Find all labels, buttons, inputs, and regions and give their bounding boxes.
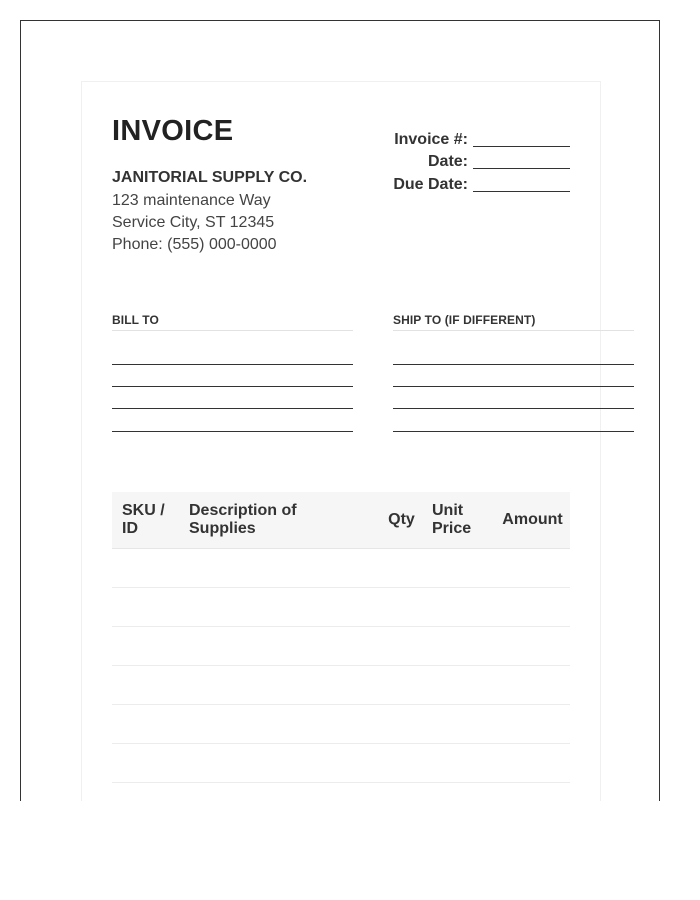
bill-to-section bbox=[112, 313, 353, 331]
description-header-line2: Supplies bbox=[189, 520, 256, 537]
invoice-number-label: Invoice #: bbox=[394, 131, 468, 148]
date-row bbox=[428, 151, 570, 171]
unit-price-cell[interactable] bbox=[432, 627, 495, 666]
description-header-line1: Description of bbox=[189, 502, 297, 519]
date-label: Date: bbox=[427, 153, 468, 170]
qty-column-header: Qty bbox=[377, 492, 432, 549]
due-date-row bbox=[393, 174, 570, 194]
sku-header-line2: ID bbox=[122, 520, 138, 537]
unit-price-cell[interactable] bbox=[432, 744, 495, 783]
table-row bbox=[112, 705, 570, 744]
bill-to-line-1[interactable] bbox=[112, 364, 353, 365]
sku-column-header bbox=[112, 492, 189, 549]
line-items-table bbox=[112, 492, 570, 783]
invoice-title: INVOICE bbox=[112, 115, 234, 147]
invoice-number-row bbox=[394, 129, 570, 149]
amount-column-header: Amount bbox=[495, 492, 570, 549]
unit-price-cell[interactable] bbox=[432, 549, 495, 588]
qty-cell[interactable] bbox=[377, 627, 432, 666]
table-row bbox=[112, 549, 570, 588]
qty-cell[interactable] bbox=[377, 744, 432, 783]
description-cell[interactable] bbox=[189, 549, 377, 588]
unit-price-cell[interactable] bbox=[432, 666, 495, 705]
ship-to-line-4[interactable] bbox=[393, 431, 634, 432]
bill-to-line-4[interactable] bbox=[112, 431, 353, 432]
sku-cell[interactable] bbox=[112, 744, 189, 783]
sku-cell[interactable] bbox=[112, 549, 189, 588]
table-row bbox=[112, 627, 570, 666]
qty-cell[interactable] bbox=[377, 705, 432, 744]
invoice-number-field[interactable] bbox=[473, 146, 570, 147]
ship-to-section bbox=[393, 313, 634, 331]
amount-cell[interactable] bbox=[495, 744, 570, 783]
qty-cell[interactable] bbox=[377, 549, 432, 588]
sku-cell[interactable] bbox=[112, 705, 189, 744]
qty-cell[interactable] bbox=[377, 666, 432, 705]
amount-cell[interactable] bbox=[495, 666, 570, 705]
table-header-row bbox=[112, 492, 570, 549]
amount-cell[interactable] bbox=[495, 627, 570, 666]
unit-header-line2: Price bbox=[432, 520, 472, 537]
company-address-line1: 123 maintenance Way bbox=[112, 192, 271, 209]
due-date-label: Due Date: bbox=[393, 176, 468, 193]
unit-header-line1: Unit bbox=[432, 502, 464, 519]
bill-to-line-3[interactable] bbox=[112, 408, 353, 409]
ship-to-line-3[interactable] bbox=[393, 408, 634, 409]
sku-cell[interactable] bbox=[112, 588, 189, 627]
due-date-field[interactable] bbox=[473, 191, 570, 192]
description-cell[interactable] bbox=[189, 627, 377, 666]
amount-cell[interactable] bbox=[495, 705, 570, 744]
bill-to-heading: BILL TO bbox=[112, 313, 353, 331]
ship-to-line-1[interactable] bbox=[393, 364, 634, 365]
sku-cell[interactable] bbox=[112, 627, 189, 666]
company-name: JANITORIAL SUPPLY CO. bbox=[112, 169, 308, 186]
sku-cell[interactable] bbox=[112, 666, 189, 705]
company-address-line2: Service City, ST 12345 bbox=[112, 214, 275, 231]
table-row bbox=[112, 588, 570, 627]
amount-cell[interactable] bbox=[495, 588, 570, 627]
company-phone: Phone: (555) 000-0000 bbox=[112, 236, 277, 253]
unit-price-column-header bbox=[432, 492, 495, 549]
unit-price-cell[interactable] bbox=[432, 705, 495, 744]
bill-to-line-2[interactable] bbox=[112, 386, 353, 387]
qty-cell[interactable] bbox=[377, 588, 432, 627]
sku-header-line1: SKU / bbox=[122, 502, 165, 519]
ship-to-heading: SHIP TO (IF DIFFERENT) bbox=[393, 313, 634, 331]
ship-to-line-2[interactable] bbox=[393, 386, 634, 387]
description-cell[interactable] bbox=[189, 666, 377, 705]
description-cell[interactable] bbox=[189, 588, 377, 627]
unit-price-cell[interactable] bbox=[432, 588, 495, 627]
table-row bbox=[112, 666, 570, 705]
amount-cell[interactable] bbox=[495, 549, 570, 588]
description-cell[interactable] bbox=[189, 705, 377, 744]
description-cell[interactable] bbox=[189, 744, 377, 783]
date-field[interactable] bbox=[473, 168, 570, 169]
table-row bbox=[112, 744, 570, 783]
description-column-header bbox=[189, 492, 377, 549]
